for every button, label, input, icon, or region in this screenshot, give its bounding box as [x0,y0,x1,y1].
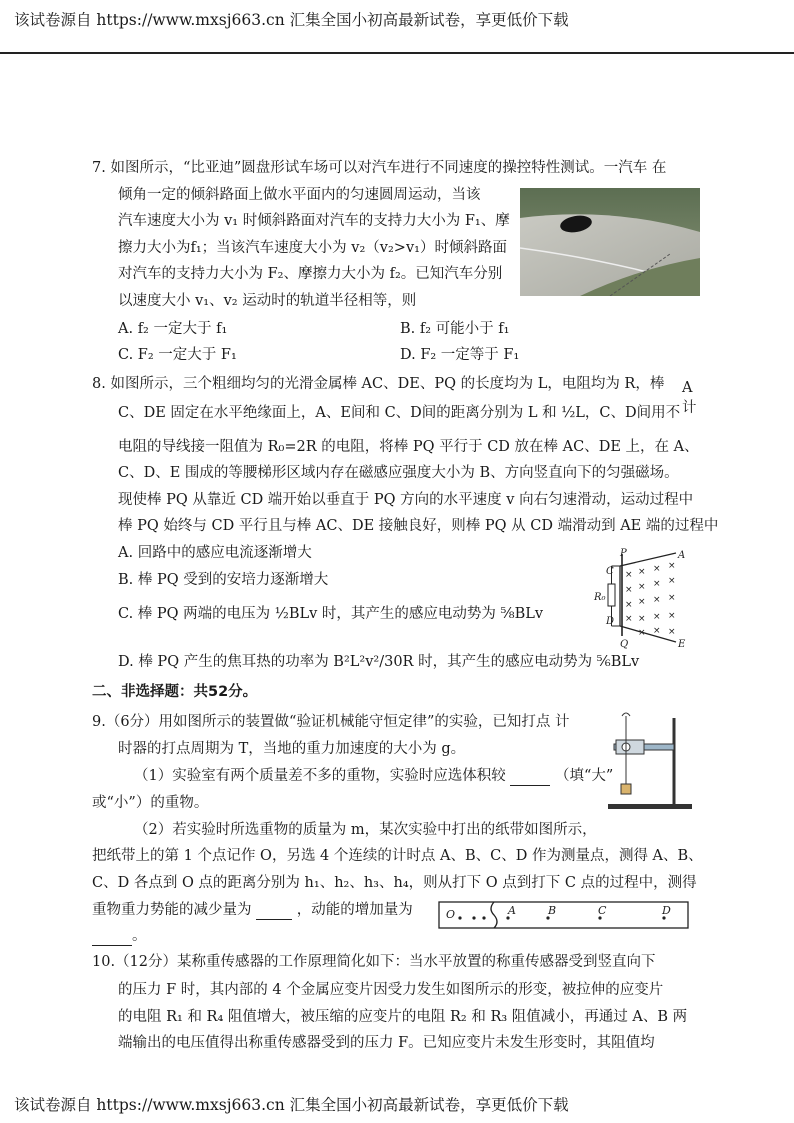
free-fall-apparatus-diagram [604,712,692,822]
q7-line-4: 擦力大小为f₁；当该汽车速度大小为 v₂（v₂>v₁）时倾斜路面 [118,240,507,256]
q8-line-5: 现使棒 PQ 从靠近 CD 端开始以垂直于 PQ 方向的水平速度 v 向右匀速滑动，运动过程中 [118,492,694,508]
page-footer-source: 该试卷源自 https://www.mxsj663.cn 汇集全国小初高最新试卷，享更低价下载 [14,1096,569,1114]
q7-option-c: C. F₂ 一定大于 F₁ [118,347,237,363]
q9-line-8 [92,900,413,920]
label-e: E [678,639,686,650]
tape-label-b: B [548,904,557,917]
q9-part1-hint: （填“大” [554,768,614,784]
q9-blank-size[interactable] [510,771,550,786]
svg-text:×: × [653,595,661,605]
test-track-photo [520,188,700,296]
q9-blank-kinetic-energy[interactable] [92,931,132,946]
q8-line-3: 电阻的导线接一阻值为 R₀=2R 的电阻，将棒 PQ 平行于 CD 放在棒 AC、DE 上，在 A、 [118,439,699,455]
paper-tape-diagram [438,898,690,932]
svg-text:×: × [638,628,646,638]
q9-kinetic-text: ，动能的增加量为 [296,902,413,918]
svg-text:×: × [638,614,646,624]
q8-option-d: D. 棒 PQ 产生的焦耳热的功率为 B²L²v²/30R 时，其产生的感应电动势为 ⅚BLv [118,654,640,670]
q7-option-a: A. f₂ 一定大于 f₁ [118,321,228,337]
q8-margin-mark-ji: 计 [682,400,697,416]
q9-line-9 [92,926,147,946]
q10-line-2: 的压力 F 时，其内部的 4 个金属应变片因受力发生如图所示的形变，被拉伸的应变片 [118,982,664,998]
q8-line-4: C、D、E 围成的等腰梯形区域内存在磁感应强度大小为 B、方向竖直向下的匀强磁场。 [118,465,679,481]
svg-text:×: × [668,627,676,637]
q8-margin-mark-a: A [682,380,693,396]
svg-text:×: × [625,585,633,595]
label-q: Q [620,639,629,650]
svg-text:×: × [638,597,646,607]
svg-text:×: × [653,579,661,589]
q9-line-7: C、D 各点到 O 点的距离分别为 h₁、h₂、h₃、h₄，则从打下 O 点到打下 C 点的过程中，测得 [92,875,697,891]
q7-option-d: D. F₂ 一定等于 F₁ [400,347,520,363]
q9-line-2: 时器的打点周期为 T，当地的重力加速度的大小为 g。 [118,741,466,757]
svg-text:×: × [668,561,676,571]
svg-text:×: × [638,582,646,592]
svg-text:×: × [668,611,676,621]
svg-text:×: × [625,570,633,580]
label-r0: R₀ [594,592,606,603]
q10-line-1: 10.（12分）某称重传感器的工作原理简化如下：当水平放置的称重传感器受到竖直向下 [92,954,656,970]
label-a: A [678,550,686,561]
q9-line-3 [134,766,613,786]
q9-potential-text: 重物重力势能的减少量为 [92,902,252,918]
q9-line-5: （2）若实验时所选重物的质量为 m，某次实验中打出的纸带如图所示， [134,822,597,838]
svg-text:×: × [653,626,661,636]
section-title-non-choice: 二、非选择题：共52分。 [92,684,258,700]
q9-blank-potential-energy[interactable] [256,905,292,920]
q8-option-c: C. 棒 PQ 两端的电压为 ½BLv 时，其产生的感应电动势为 ⅝BLv [118,606,544,622]
q9-line-4: 或“小”）的重物。 [92,795,209,811]
q7-option-b: B. f₂ 可能小于 f₁ [400,321,510,337]
svg-text:×: × [625,614,633,624]
tape-label-o: O [446,908,456,921]
header-divider [0,52,794,54]
q7-line-1: 7. 如图所示，“比亚迪”圆盘形试车场可以对汽车进行不同速度的操控特性测试。一汽车 在 [92,160,667,176]
magnetic-field-trapezoid-diagram [592,548,694,650]
q9-part1-text: （1）实验室有两个质量差不多的重物，实验时应选体积较 [134,768,506,784]
q10-line-3: 的电阻 R₁ 和 R₄ 阻值增大，被压缩的应变片的电阻 R₂ 和 R₃ 阻值减小，再通过 A、B 两 [118,1009,688,1025]
svg-text:×: × [653,564,661,574]
q7-line-3: 汽车速度大小为 v₁ 时倾斜路面对汽车的支持力大小为 F₁、摩 [118,213,510,229]
q10-line-4: 端输出的电压值得出称重传感器受到的压力 F。已知应变片未发生形变时，其阻值均 [118,1035,655,1051]
label-p: P [620,548,627,559]
q9-line-1: 9.（6分）用如图所示的装置做“验证机械能守恒定律”的实验，已知打点 计 [92,714,570,730]
svg-text:×: × [625,600,633,610]
svg-text:×: × [653,612,661,622]
label-d: D [606,616,615,627]
q8-line-2: C、DE 固定在水平绝缘面上，A、E间和 C、D间的距离分别为 L 和 ½L，C、D间用不 [118,405,681,421]
q8-option-a: A. 回路中的感应电流逐渐增大 [118,545,312,561]
q7-line-5: 对汽车的支持力大小为 F₂、摩擦力大小为 f₂。已知汽车分别 [118,266,503,282]
tape-label-c: C [598,904,607,917]
svg-text:×: × [668,593,676,603]
q8-line-6: 棒 PQ 始终与 CD 平行且与棒 AC、DE 接触良好，则棒 PQ 从 CD 端滑动到 AE 端的过程中 [118,518,719,534]
q8-option-b: B. 棒 PQ 受到的安培力逐渐增大 [118,572,329,588]
q9-end-mark: 。 [132,928,147,944]
svg-text:×: × [638,567,646,577]
label-c: C [606,566,614,577]
q7-line-6: 以速度大小 v₁、v₂ 运动时的轨道半径相等，则 [118,293,417,309]
q7-line-2: 倾角一定的倾斜路面上做水平面内的匀速圆周运动，当该 [118,187,481,203]
tape-label-a: A [508,904,516,917]
q9-line-6: 把纸带上的第 1 个点记作 O，另选 4 个连续的计时点 A、B、C、D 作为测量点，测得 A、B、 [92,848,703,864]
tape-label-d: D [662,904,671,917]
svg-text:×: × [668,576,676,586]
page-header-source: 该试卷源自 https://www.mxsj663.cn 汇集全国小初高最新试卷，享更低价下载 [14,11,569,29]
q8-line-1: 8. 如图所示，三个粗细均匀的光滑金属棒 AC、DE、PQ 的长度均为 L，电阻均为 R，棒 [92,376,665,392]
